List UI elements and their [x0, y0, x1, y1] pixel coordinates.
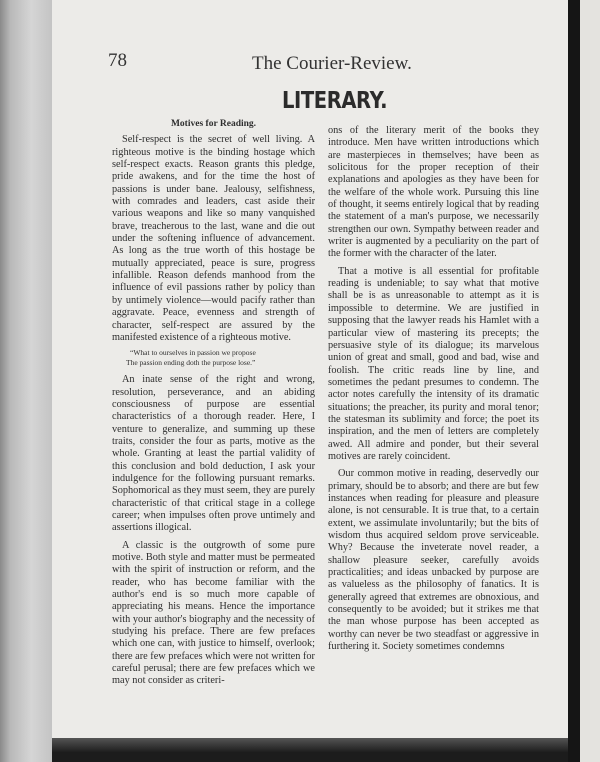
- right-column: [328, 125, 539, 653]
- left-column: [112, 118, 315, 688]
- scan-bottom-shadow: [52, 738, 568, 762]
- book-gutter: [568, 0, 580, 762]
- next-page-edge: [580, 0, 600, 762]
- page-number: 78: [108, 50, 127, 71]
- quote-line: “What to ourselves in passion we propose: [130, 348, 256, 358]
- paragraph: ons of the literary merit of the books they introduce. Men have written introductions which are masterpieces in themselves; have been as solicitous for the proper reception of their explanations and apologies as they have been for the welfare of the whole work. Pursuing this line of thought, it seems entirely logical that by reading the statement of a man's purpose, we necessarily strengthen our own. Sympathy between reader and writer is augmented by a peculiarity on the part of the former with the character of the later.: [328, 125, 539, 260]
- paragraph: That a motive is all essential for profitable reading is undeniable; to say what that motive shall be is as unreasonable to attempt as it is impossible to determine. We are justified in supposing that the lawyer reads his Hamlet with a particular view of mastering its precepts; the persuasive style of its dialogue; its marvelous union of great and small, good and bad, wise and foolish. The critic reads line by line, and sometimes the pedant presumes to condemn. The actor notes carefully the intensity of its dramatic situations; the preacher, its purity and moral tenor; the statesman its sublimity and force; the poet its inspiration, and the men of letters are completely awed. All admire and ponder, but their several motives are rarely coincident.: [328, 265, 539, 462]
- section-heading: LITERARY.: [282, 88, 388, 114]
- paragraph: Our common motive in reading, deservedly our primary, should be to absorb; and there are but few instances when reading for pleasure and pleasure alone, is not censurable. It is true that, to a certain extent, we assimulate involuntarily; but the bits of wisdom thus acquired seldom prove serviceable. Why? Because the inveterate novel reader, a shallow pleasure seeker, carefully avoids practicalities; and ideas unbacked by purpose are as valueless as the philosophy of fanatics. It is generally agreed that extremes are obnoxious, and consequently to be avoided; but it strikes me that the man whose purpose has been accepted as worthy can never be two steadfast or aggressive in furthering it. Society sometimes condemns: [328, 468, 539, 653]
- paragraph: A classic is the outgrowth of some pure motive. Both style and matter must be permeated with the spirit of instruction or reform, and the reader, who has become familiar with the author's end is so much more capable of appreciating his means. Hence the importance with your author's biography and the necessity of studying his preface. There are few prefaces which one can, with justice to himself, overlook; there are few prefaces which were not written for careful perusal; there are few prefaces which we may not consider as criteri-: [112, 539, 315, 687]
- running-head: The Courier-Review.: [252, 53, 412, 74]
- paragraph: An inate sense of the right and wrong, resolution, perseverance, and an abiding consciousness of purpose are essential characteristics of a thorough reader. Here, I venture to generalize, and summing up these traits, consider the four as parts, motive as the whole. Granting at least the partial validity of this conclusion and bold deduction, I ask your indulgence for the following pursuant remarks. Sophomorical as they must seem, they are purely characteristic of that critical stage in a college career; when impulses often prove untimely and assertions illogical.: [112, 374, 315, 534]
- quote-line: The passion ending doth the purpose lose.”: [126, 358, 256, 368]
- epigraph-quote: [126, 348, 315, 368]
- paragraph: Self-respect is the secret of well living. A righteous motive is the binding hostage which self-respect exacts. Reason grants this pledge, pride awakens, and for the time the host of passions is under bane. Jealousy, selfishness, with comrades and leaders, cast aside their various weapons and like so many vanquished brave, treacherous to the last, wane and die out under the softening influence of advancement. As long as the true worth of this hostage be mutually appreciated, peace is sure, progress infallible. Reason defends manhood from the influence of evil passions rather by policy than by untimely violence—would pacify rather than aggravate. Peace, evenness and strength of character, self-respect are assured by the manifested existence of a righteous motive.: [112, 134, 315, 343]
- book-page-edges: [0, 0, 52, 762]
- article-title: Motives for Reading.: [170, 119, 257, 129]
